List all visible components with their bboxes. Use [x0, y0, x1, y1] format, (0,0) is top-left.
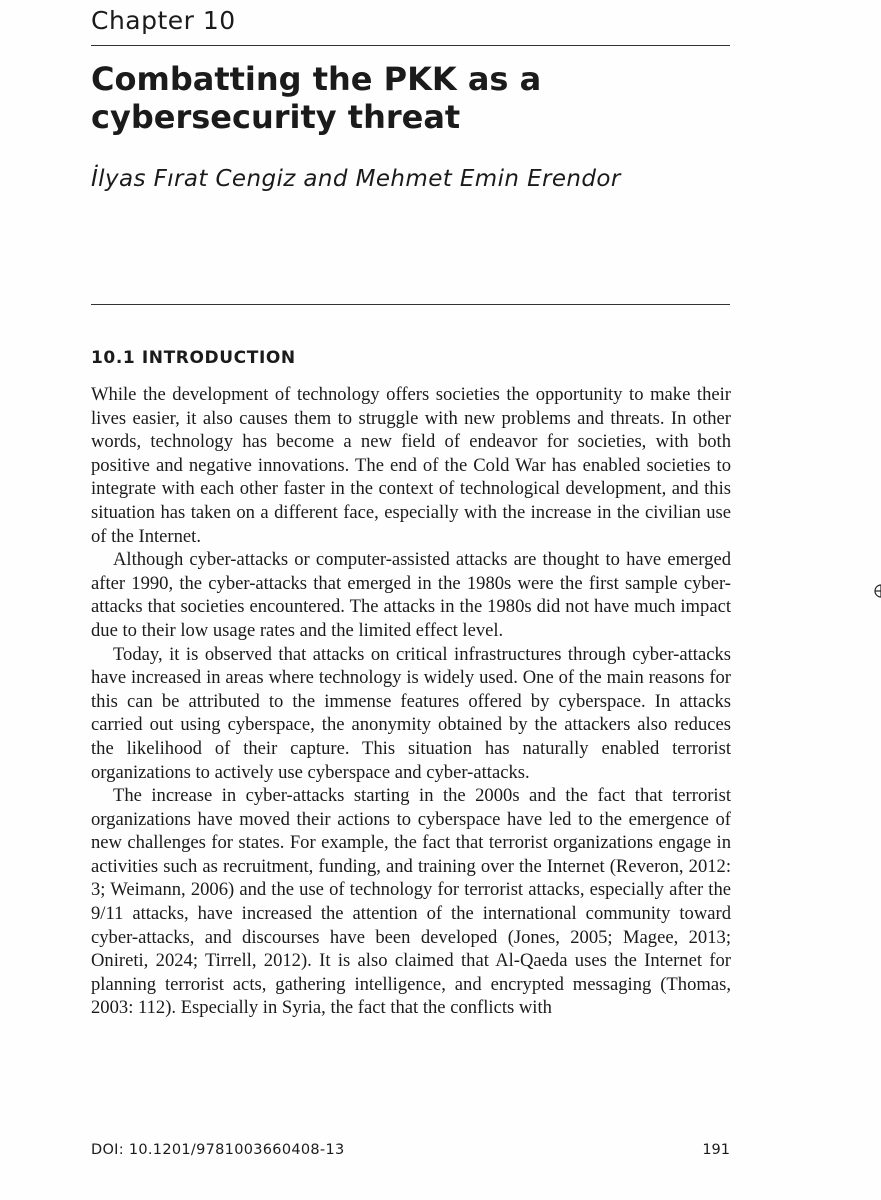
- page-number: 191: [702, 1142, 730, 1158]
- chapter-authors: İlyas Fırat Cengiz and Mehmet Emin Erendor: [91, 166, 621, 192]
- chapter-title: Combatting the PKK as a cybersecurity threat: [91, 60, 542, 136]
- paragraph: While the development of technology offers societies the opportunity to make their lives easier, it also causes them to struggle with new problems and threats. In other words, technology has become a new field of endeavor for societies, with both positive and negative innovations. The end of the Cold War has enabled societies to integrate with each other faster in the context of technological development, and this situation has taken on a different face, especially with the increase in the civilian use of the Internet.: [91, 384, 731, 547]
- title-divider: [91, 304, 730, 305]
- doi-footer: DOI: 10.1201/9781003660408-13: [91, 1142, 345, 1158]
- top-divider: [91, 45, 730, 46]
- paragraph: The increase in cyber-attacks starting in the 2000s and the fact that terrorist organizations have moved their actions to cyberspace have led to the emergence of new challenges for states. For example, the fact that terrorist organizations engage in activities such as recruitment, funding, and training over the Internet (Reveron, 2012: 3; Weimann, 2006) and the use of technology for terrorist attacks, especially after the 9/11 attacks, have increased the attention of the international community toward cyber-attacks, and discourses have been developed (Jones, 2005; Magee, 2013; Onireti, 2024; Tirrell, 2012). It is also claimed that Al-Qaeda uses the Internet for planning terrorist acts, gathering intelligence, and encrypted messaging (Thomas, 2003: 112). Especially in Syria, the fact that the conflicts with: [91, 785, 731, 1019]
- paragraph: Although cyber-attacks or computer-assisted attacks are thought to have emerged after 1990, the cyber-attacks that emerged in the 1980s were the first sample cyber-attacks that societies encountered. The attacks in the 1980s did not have much impact due to their low usage rates and the limited effect level.: [91, 549, 731, 641]
- paragraph: Today, it is observed that attacks on critical infrastructures through cyber-attacks have increased in areas where technology is widely used. One of the main reasons for this can be attributed to the immense features offered by cyberspace. In attacks carried out using cyberspace, the anonymity obtained by the attackers also reduces the likelihood of their capture. This situation has naturally enabled terrorist organizations to actively use cyberspace and cyber-attacks.: [91, 643, 731, 783]
- section-heading: 10.1 INTRODUCTION: [91, 348, 296, 368]
- chapter-label: Chapter 10: [91, 6, 236, 35]
- registration-mark-icon: [873, 583, 881, 599]
- body-text: [91, 383, 731, 1020]
